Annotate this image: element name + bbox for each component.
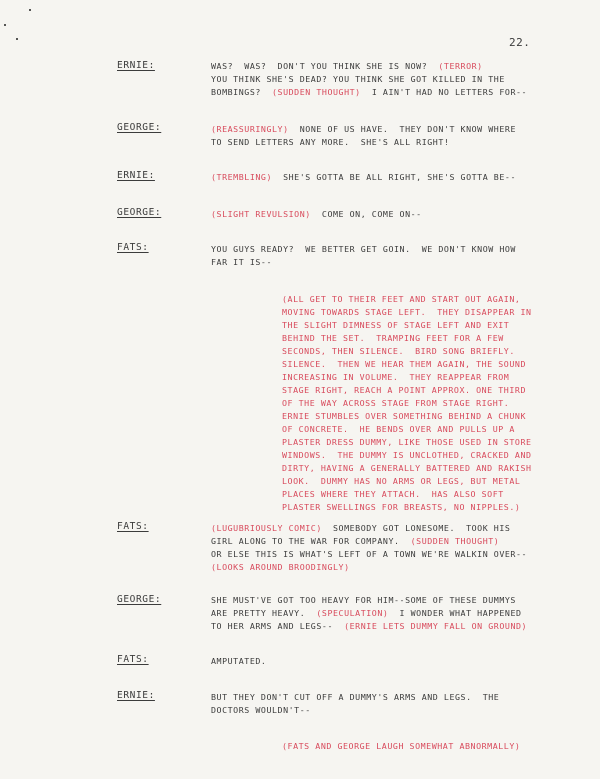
dialogue-line: DOCTORS WOULDN'T-- <box>211 705 311 715</box>
stage-direction: (SPECULATION) <box>316 608 389 618</box>
stage-direction: (SLIGHT REVULSION) <box>211 209 311 219</box>
dialogue-line: YOU THINK SHE'S DEAD? YOU THINK SHE GOT KILLED IN THE <box>211 74 505 84</box>
dialogue-line: (SLIGHT REVULSION) COME ON, COME ON-- <box>211 209 422 219</box>
stage-direction-line: SILENCE. THEN WE HEAR THEM AGAIN, THE SOUND <box>282 359 526 369</box>
speaker-george: GEORGE: <box>117 122 162 133</box>
stage-direction: (TERROR) <box>438 61 483 71</box>
ink-speck <box>29 9 31 11</box>
stage-direction-line: BEHIND THE SET. TRAMPING FEET FOR A FEW <box>282 333 504 343</box>
stage-direction-line: (LOOKS AROUND BROODINGLY) <box>211 562 350 572</box>
stage-direction-line: STAGE RIGHT, REACH A POINT APPROX. ONE THIRD <box>282 385 526 395</box>
dialogue-line: (REASSURINGLY) NONE OF US HAVE. THEY DON'T KNOW WHERE <box>211 124 516 134</box>
stage-direction-line: SECONDS, THEN SILENCE. BIRD SONG BRIEFLY. <box>282 346 515 356</box>
dialogue-line: BOMBINGS? (SUDDEN THOUGHT) I AIN'T HAD NO LETTERS FOR-- <box>211 87 528 97</box>
stage-direction-line: PLASTER SWELLINGS FOR BREASTS, NO NIPPLES.) <box>282 502 521 512</box>
dialogue-line: TO SEND LETTERS ANY MORE. SHE'S ALL RIGHT! <box>211 137 450 147</box>
dialogue-line: ARE PRETTY HEAVY. (SPECULATION) I WONDER WHAT HAPPENED <box>211 608 522 618</box>
stage-direction: (ERNIE LETS DUMMY FALL ON GROUND) <box>344 621 528 631</box>
stage-direction-line: ERNIE STUMBLES OVER SOMETHING BEHIND A CHUNK <box>282 411 526 421</box>
speaker-george: GEORGE: <box>117 207 162 218</box>
dialogue-line: YOU GUYS READY? WE BETTER GET GOIN. WE DON'T KNOW HOW <box>211 244 516 254</box>
stage-direction: (TREMBLING) <box>211 172 272 182</box>
dialogue-line: OR ELSE THIS IS WHAT'S LEFT OF A TOWN WE'RE WALKIN OVER-- <box>211 549 528 559</box>
stage-direction-line: DIRTY, HAVING A GENERALLY BATTERED AND RAKISH <box>282 463 532 473</box>
stage-direction-line: LOOK. DUMMY HAS NO ARMS OR LEGS, BUT METAL <box>282 476 521 486</box>
speaker-ernie: ERNIE: <box>117 690 155 701</box>
stage-direction-line: OF CONCRETE. HE BENDS OVER AND PULLS UP A <box>282 424 515 434</box>
stage-direction-line: INCREASING IN VOLUME. THEY REAPPEAR FROM <box>282 372 510 382</box>
page-number: 22. <box>509 36 531 49</box>
stage-direction-line: THE SLIGHT DIMNESS OF STAGE LEFT AND EXIT <box>282 320 510 330</box>
dialogue-line: SHE MUST'VE GOT TOO HEAVY FOR HIM--SOME OF THESE DUMMYS <box>211 595 516 605</box>
stage-direction-line: (ALL GET TO THEIR FEET AND START OUT AGAIN, <box>282 294 521 304</box>
stage-direction-line: MOVING TOWARDS STAGE LEFT. THEY DISAPPEAR IN <box>282 307 532 317</box>
dialogue-line: GIRL ALONG TO THE WAR FOR COMPANY. (SUDDEN THOUGHT) <box>211 536 500 546</box>
ink-speck <box>4 24 6 26</box>
speaker-ernie: ERNIE: <box>117 60 155 71</box>
speaker-ernie: ERNIE: <box>117 170 155 181</box>
dialogue-line: BUT THEY DON'T CUT OFF A DUMMY'S ARMS AND LEGS. THE <box>211 692 500 702</box>
stage-direction-line: WINDOWS. THE DUMMY IS UNCLOTHED, CRACKED AND <box>282 450 532 460</box>
stage-direction-line: OF THE WAY ACROSS STAGE FROM STAGE RIGHT. <box>282 398 510 408</box>
stage-direction: (REASSURINGLY) <box>211 124 289 134</box>
dialogue-line: FAR IT IS-- <box>211 257 272 267</box>
stage-direction: (SUDDEN THOUGHT) <box>410 536 500 546</box>
stage-direction-line: PLASTER DRESS DUMMY, LIKE THOSE USED IN STORE <box>282 437 532 447</box>
speaker-fats: FATS: <box>117 521 149 532</box>
dialogue-line: (TREMBLING) SHE'S GOTTA BE ALL RIGHT, SHE'S GOTTA BE-- <box>211 172 516 182</box>
ink-speck <box>16 38 18 40</box>
stage-direction: (LUGUBRIOUSLY COMIC) <box>211 523 322 533</box>
stage-direction-line: PLACES WHERE THEY ATTACH. HAS ALSO SOFT <box>282 489 504 499</box>
stage-direction-line: (FATS AND GEORGE LAUGH SOMEWHAT ABNORMALLY) <box>282 741 521 751</box>
dialogue-line: TO HER ARMS AND LEGS-- (ERNIE LETS DUMMY FALL ON GROUND) <box>211 621 528 631</box>
speaker-fats: FATS: <box>117 654 149 665</box>
speaker-fats: FATS: <box>117 242 149 253</box>
dialogue-line: AMPUTATED. <box>211 656 267 666</box>
dialogue-line: (LUGUBRIOUSLY COMIC) SOMEBODY GOT LONESOME. TOOK HIS <box>211 523 511 533</box>
speaker-george: GEORGE: <box>117 594 162 605</box>
stage-direction: (SUDDEN THOUGHT) <box>272 87 361 97</box>
dialogue-line: WAS? WAS? DON'T YOU THINK SHE IS NOW? (TERROR) <box>211 61 483 71</box>
